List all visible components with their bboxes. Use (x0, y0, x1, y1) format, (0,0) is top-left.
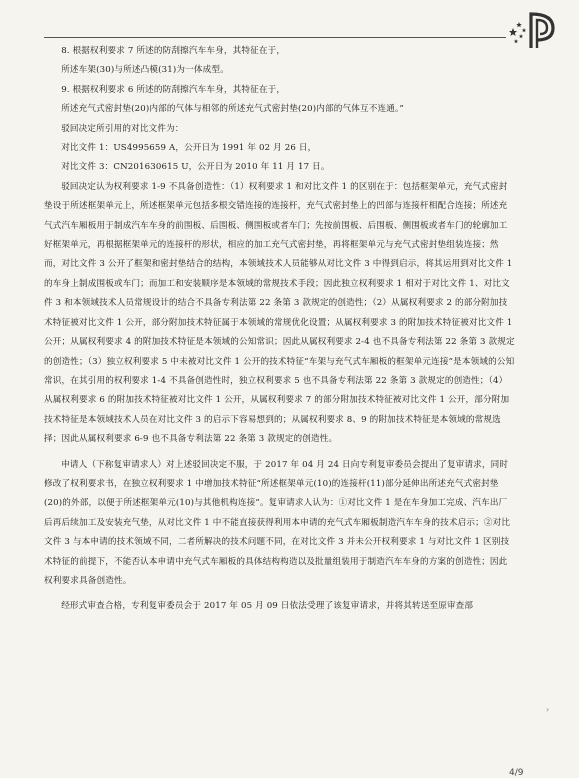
scan-mark: › (546, 705, 550, 714)
document-body (44, 42, 516, 617)
paragraph: 驳回决定认为权利要求 1-9 不具备创造性：（1）权利要求 1 和对比文件 1 的区别在于：包括框架单元，充气式密封垫设于所述框架单元上，所述框架单元包括多根交错连接的连接杆，充气式密封垫上的凹部与连接杆相配合连接；所述充气式汽车厢板用于制成汽车车身的前围板、后围板、侧围板或者车门；先按前围板、后围板、侧围板或者车门的轮廓加工好框架单元，再根据框架单元的连接杆的形状，相应的加工充气式密封垫，再将框架单元与充气式密封垫组装连接；然而，对比文件 3 公开了框架和密封垫结合的结构，本领域技术人员能够从对比文件 3 中得到启示，将其运用到对比文件 1 的车身上制成围板或车门；而加工和安装顺序是本领域的常规技术手段；因此独立权利要求 1 相对于对比文件 1、对比文件 3 和本领域技术人员常规设计的结合不具备专利法第 22 条第 3 款规定的创造性；（2）从属权利要求 2 的部分附加技术特征被对比文件 1 公开，部分附加技术特征属于本领域的常规优化设置；从属权利要求 3 的附加技术特征被对比文件 1 公开；从属权利要求 4 的附加技术特征是本领域的公知常识；因此从属权利要求 2-4 也不具备专利法第 22 条第 3 款规定的创造性；（3）独立权利要求 5 中未被对比文件 1 公开的技术特征“车架与充气式车厢板的框架单元连接”是本领域的公知常识，在其引用的权利要求 1-4 不具备创造性时，独立权利要求 5 也不具备专利法第 22 条第 3 款规定的创造性；（4）从属权利要求 6 的附加技术特征被对比文件 1 公开，从属权利要求 7 的部分附加技术特征被对比文件 1 公开，部分附加技术特征是本领域技术人员在对比文件 3 的启示下容易想到的；从属权利要求 8、9 的附加技术特征是本领域的常规选择；因此从属权利要求 6-9 也不具备专利法第 22 条第 3 款规定的创造性。 (44, 181, 515, 445)
paragraph: 申请人（下称复审请求人）对上述驳回决定不服，于 2017 年 04 月 24 日向专利复审委员会提出了复审请求，同时修改了权利要求书，在独立权利要求 1 中增加技术特征“所述框架单元(10)的连接杆(11)部分延伸出所述充气式密封垫(20)的外部，以便于所述框架单元(10)与其他机构连接”。复审请求人认为：①对比文件 1 是在车身加工完成、汽车出厂后再后续加工及安装充气垫，从对比文件 1 中不能直接获得利用本申请的充气式车厢板制造汽车车身的技术启示；②对比文件 3 与本申请的技术领域不同，二者所解决的技术问题不同，在对比文件 3 并未公开权利要求 1 与对比文件 1 区别技术特征的前提下，不能否认本申请中充气式车厢板的具体结构构造以及批量组装用于制造汽车车身的方案的创造性；因此权利要求具备创造性。 (44, 459, 511, 586)
paragraph: 对比文件 1：US4995659 A，公开日为 1991 年 02 月 26 日， (61, 143, 317, 154)
page-number: 4/9 (509, 768, 524, 778)
paragraph: 驳回决定所引用的对比文件为： (61, 123, 184, 134)
paragraph: 经形式审查合格，专利复审委员会于 2017 年 05 月 09 日依法受理了该复审请求，并将其转送至原审查部 (61, 601, 474, 612)
paragraph: 所述充气式密封垫(20)内部的气体与相邻的所述充气式密封垫(20)内部的气体互不连通。” (61, 104, 404, 115)
paragraph: 所述车架(30)与所述凸模(31)为一体成型。 (61, 65, 229, 76)
header-rule (44, 37, 506, 38)
paragraph: 对比文件 3：CN201630615 U，公开日为 2010 年 11 月 17 日。 (61, 162, 330, 173)
paragraph: 9. 根据权利要求 6 所述的防刮擦汽车车身，其特征在于， (61, 84, 286, 95)
paragraph: 8. 根据权利要求 7 所述的防刮擦汽车车身，其特征在于， (61, 46, 286, 56)
